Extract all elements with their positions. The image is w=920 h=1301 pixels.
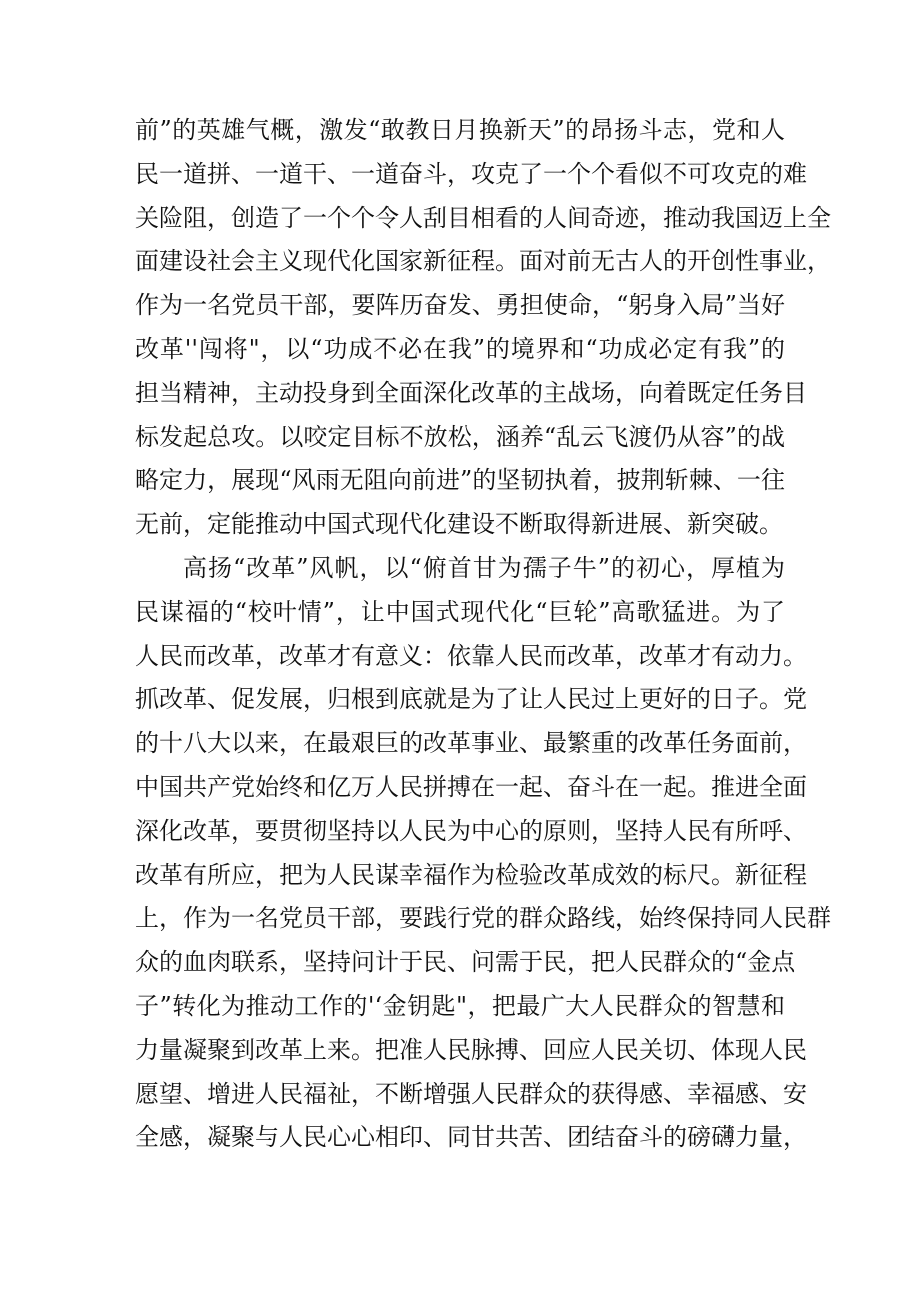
text-line: 略定力，展现“风雨无阻向前进”的坚韧执着，披荆斩棘、一往 (135, 466, 785, 495)
text-line: 改革''闯将"，以“功成不必在我”的境界和“功成必定有我”的 (135, 334, 785, 363)
text-line: 前”的英雄气概，激发“敢教日月换新天”的昂扬斗志，党和人 (135, 116, 785, 144)
text-line: 关险阻，创造了一个个令人刮目相看的人间奇迹，推动我国迈上全 (135, 203, 831, 232)
text-line: 愿望、增进人民福祉，不断增强人民群众的获得感、幸福感、安 (135, 1079, 807, 1108)
text-line: 无前，定能推动中国式现代化建设不断取得新进展、新突破。 (135, 510, 783, 539)
text-line: 担当精神，主动投身到全面深化改革的主战场，向着既定任务目 (135, 378, 807, 407)
text-line: 改革有所应，把为人民谋幸福作为检验改革成效的标尺。新征程 (135, 860, 807, 889)
text-line: 深化改革，要贯彻坚持以人民为中心的原则，坚持人民有所呼、 (135, 816, 807, 845)
body-text (135, 109, 831, 1160)
text-line: 抓改革、促发展，归根到底就是为了让人民过上更好的日子。党 (135, 685, 807, 714)
text-line: 民谋福的“校叶情”，让中国式现代化“巨轮”高歌猛进。为了 (135, 597, 785, 626)
text-line: 作为一名党员干部，要阵历奋发、勇担使命，“躬身入局”当好 (135, 291, 785, 320)
paragraph-2 (135, 547, 831, 1160)
text-line: 面建设社会主义现代化国家新征程。面对前无古人的开创性事业， (135, 247, 831, 276)
text-line: 上，作为一名党员干部，要践行党的群众路线，始终保持同人民群 (135, 904, 831, 933)
text-line: 人民而改革，改革才有意义：依靠人民而改革，改革才有动力。 (135, 641, 807, 670)
text-line: 高扬“改革”风帆，以“俯首甘为孺子牛”的初心，厚植为 (183, 553, 785, 582)
text-line: 全感，凝聚与人民心心相印、同甘共苦、团结奋斗的磅礴力量， (135, 1123, 807, 1152)
text-line: 力量凝聚到改革上来。把准人民脉搏、回应人民关切、体现人民 (135, 1035, 807, 1064)
text-line: 的十八大以来，在最艰巨的改革事业、最繁重的改革任务面前， (135, 729, 807, 758)
text-line: 子”转化为推动工作的'‘金钥匙"，把最广大人民群众的智慧和 (135, 991, 785, 1020)
text-line: 民一道拼、一道干、一道奋斗，攻克了一个个看似不可攻克的难 (135, 159, 807, 188)
text-line: 标发起总攻。以咬定目标不放松，涵养“乱云飞渡仍从容”的战 (135, 422, 785, 451)
text-line: 中国共产党始终和亿万人民拼搏在一起、奋斗在一起。推进全面 (135, 772, 807, 801)
text-line: 众的血肉联系，坚持问计于民、问需于民，把人民群众的“金点 (135, 948, 796, 977)
paragraph-1 (135, 109, 831, 547)
